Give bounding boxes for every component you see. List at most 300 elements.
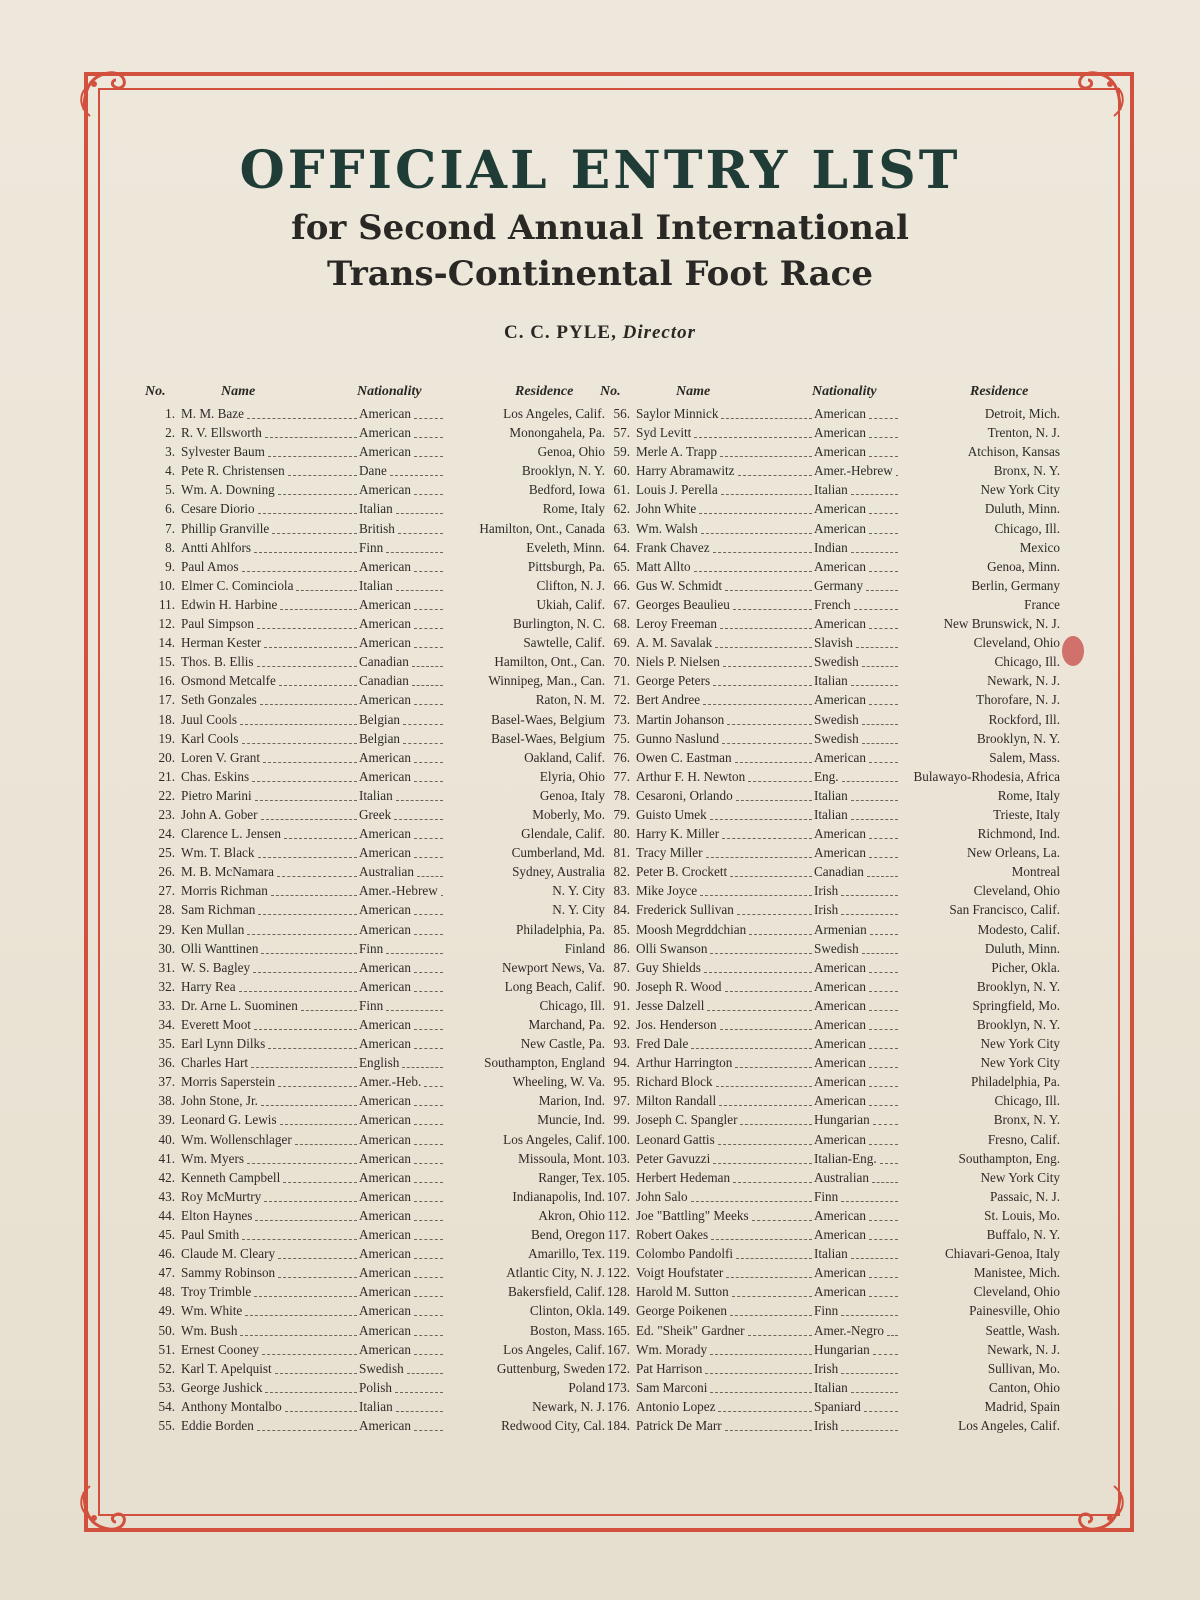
entry-number: 51.: [158, 1341, 175, 1357]
entry-name: Tracy Miller: [636, 845, 703, 861]
entry-residence: Buffalo, N. Y.: [986, 1227, 1060, 1243]
entry-name: Olli Swanson: [636, 940, 708, 956]
entry-residence: Rome, Italy: [542, 501, 605, 517]
entry-name: W. S. Bagley: [181, 959, 251, 975]
entry-nationality-cell: [359, 1170, 445, 1186]
entry-name: Georges Beaulieu: [636, 596, 730, 612]
entry-nationality-cell: [814, 1112, 900, 1128]
entry-number: 66.: [613, 577, 630, 593]
entry-number: 5.: [165, 482, 175, 498]
entry-residence: St. Louis, Mo.: [984, 1207, 1060, 1223]
entry-nationality-cell: [359, 540, 445, 556]
entry-residence: Hamilton, Ont., Canada: [479, 520, 605, 536]
entry-residence: Fresno, Calif.: [987, 1131, 1060, 1147]
entry-nationality: American: [814, 845, 866, 861]
entry-name-cell: [181, 1303, 359, 1319]
entry-nationality: Armenian: [814, 921, 867, 937]
entry-nationality-cell: [359, 1265, 445, 1281]
entry-nationality: American: [359, 902, 411, 918]
entry-residence: Brooklyn, N. Y.: [976, 730, 1060, 746]
list-item: [145, 1208, 605, 1227]
header-no: No.: [145, 384, 166, 399]
entry-name-cell: [181, 1227, 359, 1243]
entry-name: Olli Wanttinen: [181, 940, 259, 956]
entry-name: Merle A. Trapp: [636, 444, 717, 460]
entry-nationality: American: [814, 1227, 866, 1243]
entry-nationality: Germany: [814, 577, 864, 593]
entry-number: 165.: [606, 1322, 630, 1338]
entry-nationality-cell: [814, 1361, 900, 1377]
entry-number: 48.: [158, 1284, 175, 1300]
entry-residence: France: [1024, 596, 1060, 612]
subtitle-line-1: for Second Annual International: [291, 208, 909, 248]
entry-number: 45.: [158, 1227, 175, 1243]
entry-residence: Brooklyn, N. Y.: [976, 978, 1060, 994]
entry-name: Milton Randall: [636, 1093, 717, 1109]
entry-name-cell: [181, 1112, 359, 1128]
list-item: [600, 998, 1060, 1017]
entry-nationality: American: [359, 425, 411, 441]
entry-name: Ed. "Sheik" Gardner: [636, 1322, 745, 1338]
entry-nationality-cell: [359, 1151, 445, 1167]
entry-nationality: Finn: [359, 997, 384, 1013]
list-item: [600, 540, 1060, 559]
entry-nationality: Belgian: [359, 730, 401, 746]
list-item: [600, 731, 1060, 750]
entry-nationality-cell: [814, 1246, 900, 1262]
entry-nationality-cell: [814, 902, 900, 918]
entry-number: 20.: [158, 749, 175, 765]
entry-number: 22.: [158, 787, 175, 803]
entry-nationality: Finn: [359, 940, 384, 956]
entry-name: Herbert Hedeman: [636, 1169, 731, 1185]
entry-number: 7.: [165, 520, 175, 536]
entry-residence: Detroit, Mich.: [984, 406, 1060, 421]
entry-number: 8.: [165, 539, 175, 555]
entry-residence: New York City: [980, 1055, 1060, 1071]
entry-residence: Genoa, Ohio: [537, 444, 605, 460]
entry-name-cell: [636, 883, 814, 899]
entry-name-cell: [181, 406, 359, 422]
entry-number: 91.: [613, 997, 630, 1013]
entry-nationality-cell: [359, 1418, 445, 1434]
list-item: [145, 864, 605, 883]
entry-nationality: American: [814, 749, 866, 765]
entry-number: 63.: [613, 520, 630, 536]
entry-name: Harry Abramawitz: [636, 463, 735, 479]
entry-name: Earl Lynn Dilks: [181, 1036, 266, 1052]
entry-residence: Moberly, Mo.: [532, 806, 605, 822]
entry-name-cell: [181, 1189, 359, 1205]
list-item: [145, 712, 605, 731]
entry-number: 184.: [606, 1417, 630, 1433]
entry-nationality-cell: [359, 616, 445, 632]
entry-name: Cesaroni, Orlando: [636, 787, 733, 803]
list-item: [145, 482, 605, 501]
entry-nationality-cell: [359, 731, 445, 747]
list-item: [600, 807, 1060, 826]
entry-residence: Cleveland, Ohio: [973, 883, 1060, 899]
entry-name-cell: [181, 922, 359, 938]
list-item: [145, 521, 605, 540]
list-item: [145, 635, 605, 654]
entry-residence: Newark, N. J.: [987, 1341, 1060, 1357]
list-item: [600, 1093, 1060, 1112]
entry-name: Colombo Pandolfi: [636, 1246, 734, 1262]
list-item: [600, 654, 1060, 673]
entry-name-cell: [636, 673, 814, 689]
entry-residence: Madrid, Spain: [984, 1398, 1060, 1414]
entry-number: 99.: [613, 1112, 630, 1128]
list-item: [145, 540, 605, 559]
entry-number: 11.: [159, 596, 175, 612]
entry-name: Peter B. Crockett: [636, 864, 728, 880]
entry-residence: Chicago, Ill.: [539, 997, 605, 1013]
entry-column-right: [600, 380, 1060, 1437]
entry-name-cell: [636, 998, 814, 1014]
entry-name: Frederick Sullivan: [636, 902, 734, 918]
list-item: [145, 1303, 605, 1322]
entry-number: 14.: [158, 635, 175, 651]
entry-nationality-cell: [359, 654, 445, 670]
entry-nationality-cell: [359, 750, 445, 766]
entry-name-cell: [181, 1036, 359, 1052]
entry-name-cell: [636, 1380, 814, 1396]
entry-name-cell: [181, 864, 359, 880]
entry-residence: New Brunswick, N. J.: [943, 616, 1060, 632]
entry-residence: Glendale, Calif.: [521, 826, 605, 842]
entry-nationality: American: [359, 1303, 411, 1319]
entry-name-cell: [636, 1093, 814, 1109]
entry-residence: Duluth, Minn.: [984, 501, 1060, 517]
entry-residence: Sawtelle, Calif.: [523, 635, 605, 651]
entry-nationality: American: [359, 482, 411, 498]
entry-name-cell: [636, 616, 814, 632]
entry-number: 149.: [606, 1303, 630, 1319]
entry-number: 30.: [158, 940, 175, 956]
entry-name-cell: [636, 731, 814, 747]
entry-nationality: American: [359, 616, 411, 632]
entry-name: Phillip Granville: [181, 520, 270, 536]
list-item: [600, 864, 1060, 883]
entry-nationality: Spaniard: [814, 1398, 861, 1414]
entry-nationality: Belgian: [359, 711, 401, 727]
entry-residence: Modesto, Calif.: [977, 921, 1060, 937]
entry-nationality-cell: [359, 979, 445, 995]
entry-number: 52.: [158, 1360, 175, 1376]
entry-name-cell: [636, 654, 814, 670]
entry-number: 17.: [158, 692, 175, 708]
entry-number: 59.: [613, 444, 630, 460]
header-name: Name: [221, 384, 256, 399]
entry-number: 73.: [613, 711, 630, 727]
entry-name: Ken Mullan: [181, 921, 245, 937]
list-item: [145, 826, 605, 845]
director-credit: [120, 322, 1080, 344]
entry-nationality-cell: [814, 1208, 900, 1224]
entry-name: Fred Dale: [636, 1036, 689, 1052]
entry-nationality-cell: [814, 788, 900, 804]
list-item: [600, 769, 1060, 788]
list-item: [145, 1055, 605, 1074]
entry-nationality-cell: [814, 960, 900, 976]
entry-residence: Bedford, Iowa: [528, 482, 605, 498]
list-item: [600, 1132, 1060, 1151]
entry-nationality-cell: [359, 788, 445, 804]
entry-nationality-cell: [359, 1399, 445, 1415]
entry-residence: Marchand, Pa.: [528, 1017, 605, 1032]
entry-nationality-cell: [359, 1342, 445, 1358]
entry-nationality-cell: [814, 1399, 900, 1415]
entry-residence: Bakersfield, Calif.: [507, 1284, 605, 1300]
entry-number: 43.: [158, 1188, 175, 1204]
entry-residence: Indianapolis, Ind.: [512, 1188, 605, 1204]
list-item: [600, 1036, 1060, 1055]
entry-name-cell: [181, 1361, 359, 1377]
header-nationality: Nationality: [357, 384, 422, 399]
list-item: [600, 750, 1060, 769]
entry-name: Sylvester Baum: [181, 444, 265, 460]
entry-nationality-cell: [359, 597, 445, 613]
entry-nationality: American: [814, 826, 866, 842]
entry-name-cell: [181, 1132, 359, 1148]
entry-nationality-cell: [359, 1189, 445, 1205]
entry-name-cell: [181, 578, 359, 594]
entry-nationality-cell: [359, 635, 445, 651]
entry-residence: Philadelphia, Pa.: [970, 1074, 1060, 1090]
list-item: [600, 1017, 1060, 1036]
entry-nationality-cell: [359, 1284, 445, 1300]
list-item: [600, 1246, 1060, 1265]
entry-name: Wm. Bush: [181, 1322, 238, 1338]
entry-residence: Los Angeles, Calif.: [958, 1417, 1060, 1433]
header-nationality: Nationality: [812, 384, 877, 399]
entry-residence: Cleveland, Ohio: [973, 635, 1060, 651]
entry-nationality: Irish: [814, 1360, 839, 1376]
entry-name: Kenneth Campbell: [181, 1169, 281, 1185]
entry-nationality: Canadian: [359, 654, 409, 670]
entry-nationality: American: [359, 921, 411, 937]
list-item: [145, 1093, 605, 1112]
list-item: [600, 578, 1060, 597]
entry-residence: Los Angeles, Calif.: [503, 1131, 605, 1147]
entry-name: John A. Gober: [181, 806, 258, 822]
list-item: [145, 1151, 605, 1170]
entry-nationality: American: [359, 768, 411, 784]
entry-name-cell: [636, 521, 814, 537]
entry-name: Cesare Diorio: [181, 501, 255, 517]
list-item: [145, 559, 605, 578]
entry-number: 25.: [158, 845, 175, 861]
entry-residence: Atchison, Kansas: [967, 444, 1060, 460]
entry-nationality-cell: [814, 883, 900, 899]
entry-number: 80.: [613, 826, 630, 842]
entry-nationality-cell: [814, 444, 900, 460]
entry-number: 83.: [613, 883, 630, 899]
entry-name: Syd Levitt: [636, 425, 692, 441]
entry-name-cell: [636, 540, 814, 556]
entry-nationality: American: [359, 635, 411, 651]
list-item: [145, 406, 605, 425]
entry-number: 67.: [613, 596, 630, 612]
entry-residence: Philadelphia, Pa.: [515, 921, 605, 937]
entry-name-cell: [636, 1132, 814, 1148]
entry-name: Guisto Umek: [636, 806, 707, 822]
entry-nationality: Amer.-Heb.: [359, 1074, 422, 1090]
entry-nationality-cell: [359, 482, 445, 498]
entry-name: Pietro Marini: [181, 787, 252, 803]
entry-nationality: Amer.-Hebrew: [359, 883, 438, 899]
entry-nationality: Italian: [814, 1246, 848, 1262]
entry-residence: Bronx, N. Y.: [993, 1112, 1060, 1128]
entry-name: Juul Cools: [181, 711, 238, 727]
entry-number: 40.: [158, 1131, 175, 1147]
entry-name-cell: [636, 1208, 814, 1224]
entry-residence: Sydney, Australia: [512, 864, 605, 880]
entry-name: Seth Gonzales: [181, 692, 257, 708]
entry-name: Sam Richman: [181, 902, 256, 918]
entry-name: Everett Moot: [181, 1017, 251, 1032]
entry-number: 107.: [606, 1188, 630, 1204]
entry-number: 119.: [607, 1246, 630, 1262]
entry-number: 103.: [606, 1150, 630, 1166]
entry-name-cell: [636, 769, 814, 785]
list-item: [145, 1170, 605, 1189]
entry-number: 1.: [165, 406, 175, 421]
entry-residence: Finland: [564, 940, 605, 956]
entry-nationality-cell: [814, 635, 900, 651]
list-item: [600, 463, 1060, 482]
entry-name-cell: [181, 616, 359, 632]
entry-name-cell: [636, 692, 814, 708]
entry-residence: Rockford, Ill.: [988, 711, 1060, 727]
entry-name: Leonard G. Lewis: [181, 1112, 277, 1128]
entry-residence: Manistee, Mich.: [973, 1265, 1060, 1281]
entry-name: Joe "Battling" Meeks: [636, 1207, 749, 1223]
entry-name-cell: [181, 1284, 359, 1300]
list-item: [600, 559, 1060, 578]
entry-name: Morris Richman: [181, 883, 268, 899]
entry-number: 86.: [613, 940, 630, 956]
entry-nationality: Swedish: [814, 940, 859, 956]
entry-name-cell: [636, 922, 814, 938]
entry-name: M. M. Baze: [181, 406, 244, 421]
entry-number: 172.: [606, 1360, 630, 1376]
entry-name: Loren V. Grant: [181, 749, 260, 765]
entry-nationality: American: [814, 959, 866, 975]
entry-number: 34.: [158, 1017, 175, 1032]
entry-nationality: Hungarian: [814, 1341, 870, 1357]
entry-nationality-cell: [814, 1017, 900, 1033]
entry-number: 44.: [158, 1207, 175, 1223]
entry-nationality: American: [359, 1207, 411, 1223]
list-item: [145, 883, 605, 902]
entry-nationality-cell: [359, 425, 445, 441]
entry-name-cell: [181, 1399, 359, 1415]
list-item: [600, 712, 1060, 731]
entry-nationality: American: [359, 1188, 411, 1204]
entry-residence: Elyria, Ohio: [539, 768, 605, 784]
list-item: [145, 1380, 605, 1399]
entry-residence: Passaic, N. J.: [990, 1188, 1060, 1204]
entry-number: 78.: [613, 787, 630, 803]
entry-nationality: American: [814, 1093, 866, 1109]
list-item: [145, 902, 605, 921]
list-item: [600, 1265, 1060, 1284]
entry-name-cell: [636, 826, 814, 842]
list-item: [145, 1246, 605, 1265]
entry-residence: Painesville, Ohio: [969, 1303, 1060, 1319]
entry-name-cell: [636, 1265, 814, 1281]
header-name: Name: [676, 384, 711, 399]
entry-nationality: Italian: [359, 501, 393, 517]
entry-residence: Burlington, N. C.: [513, 616, 605, 632]
entry-name-cell: [636, 750, 814, 766]
entry-nationality: American: [359, 558, 411, 574]
entry-nationality-cell: [814, 540, 900, 556]
entry-nationality: American: [814, 1207, 866, 1223]
header-residence: Residence: [515, 384, 574, 399]
entry-number: 128.: [606, 1284, 630, 1300]
entry-name-cell: [181, 769, 359, 785]
entry-residence: Seattle, Wash.: [985, 1322, 1060, 1338]
list-item: [145, 673, 605, 692]
corner-flourish-icon: [70, 60, 134, 124]
entry-residence: Missoula, Mont.: [518, 1150, 605, 1166]
entry-number: 93.: [613, 1036, 630, 1052]
entry-nationality: American: [359, 1246, 411, 1262]
entry-nationality: Australian: [814, 1169, 869, 1185]
entry-name: Moosh Megrddchian: [636, 921, 747, 937]
entry-name: Edwin H. Harbine: [181, 596, 278, 612]
entry-name: Sam Marconi: [636, 1379, 708, 1395]
list-item: [600, 1342, 1060, 1361]
entry-residence: Oakland, Calif.: [524, 749, 605, 765]
entry-nationality: American: [814, 520, 866, 536]
entry-residence: Los Angeles, Calif.: [503, 406, 605, 421]
entry-number: 57.: [613, 425, 630, 441]
entry-residence: Cleveland, Ohio: [973, 1284, 1060, 1300]
entry-number: 38.: [158, 1093, 175, 1109]
list-item: [600, 1227, 1060, 1246]
entry-name-cell: [636, 1074, 814, 1090]
entry-nationality-cell: [814, 1170, 900, 1186]
entry-residence: Chicago, Ill.: [994, 1093, 1060, 1109]
entry-residence: New York City: [980, 1036, 1060, 1052]
entry-name: M. B. McNamara: [181, 864, 275, 880]
entry-number: 53.: [158, 1379, 175, 1395]
entry-nationality-cell: [359, 826, 445, 842]
entry-residence: Springfield, Mo.: [972, 997, 1060, 1013]
entry-name: George Peters: [636, 673, 711, 689]
entry-name-cell: [636, 1284, 814, 1300]
entry-residence: Winnipeg, Man., Can.: [488, 673, 605, 689]
entry-nationality-cell: [814, 998, 900, 1014]
entry-number: 55.: [158, 1417, 175, 1433]
entry-name-cell: [181, 482, 359, 498]
entry-name-cell: [181, 1170, 359, 1186]
list-item: [600, 1323, 1060, 1342]
entry-residence: New Orleans, La.: [966, 845, 1060, 861]
entry-number: 100.: [606, 1131, 630, 1147]
entry-name-cell: [181, 807, 359, 823]
entry-nationality-cell: [359, 1246, 445, 1262]
entry-number: 82.: [613, 864, 630, 880]
entry-residence: Duluth, Minn.: [984, 940, 1060, 956]
list-item: [145, 788, 605, 807]
entry-name: Leroy Freeman: [636, 616, 717, 632]
list-item: [145, 1284, 605, 1303]
